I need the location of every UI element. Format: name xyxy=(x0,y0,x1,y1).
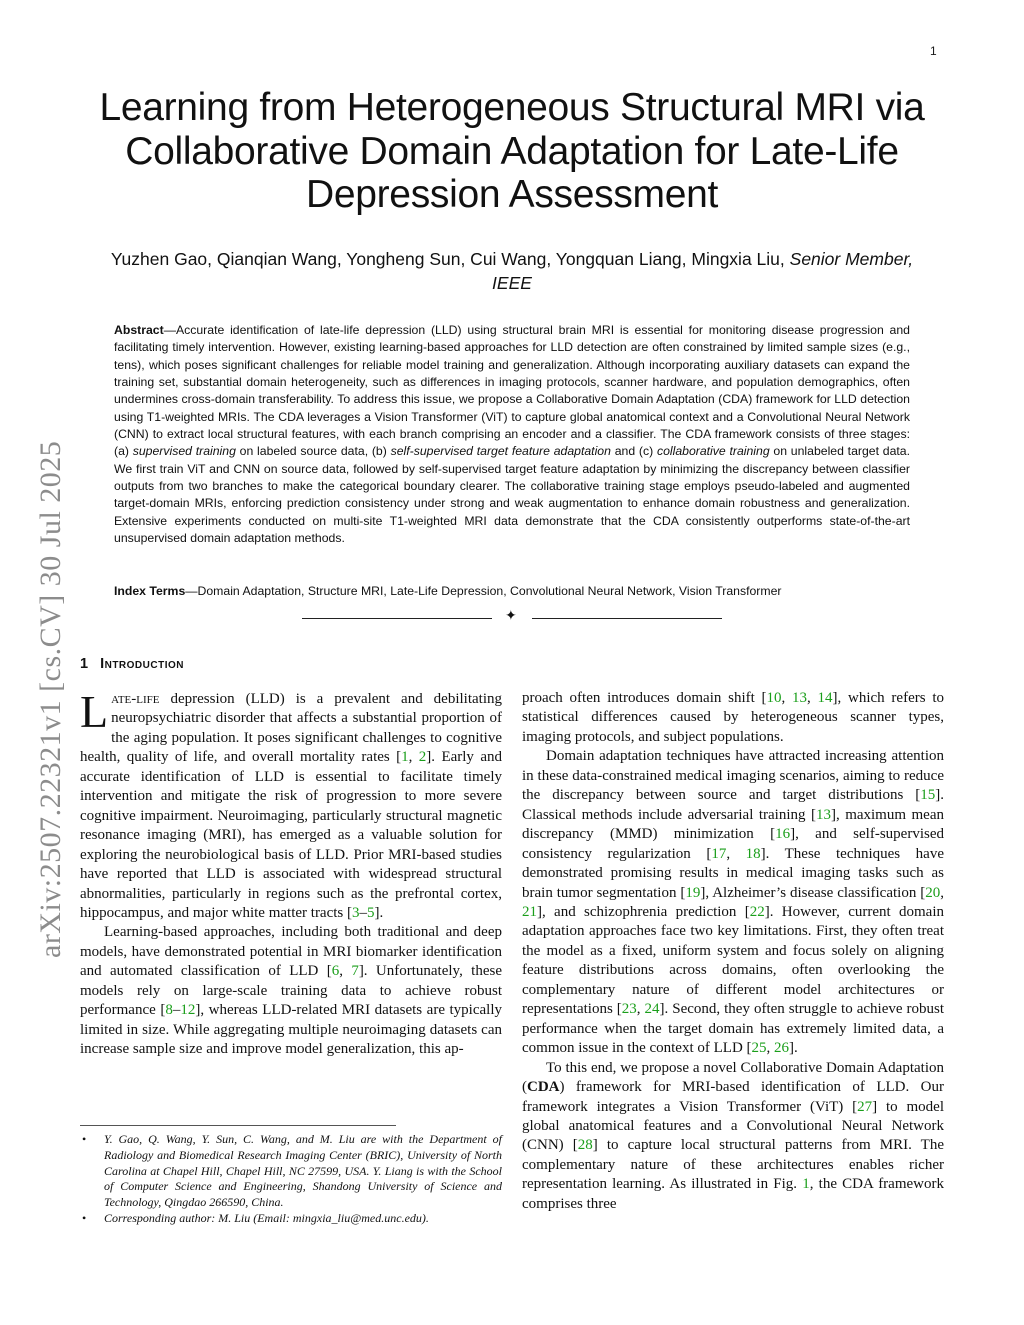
left-column xyxy=(80,686,503,1060)
citation-link[interactable]: 21 xyxy=(522,903,537,920)
citation-link[interactable]: 28 xyxy=(577,1137,593,1154)
paragraph-text: , the CDA framework comprises three xyxy=(522,1176,944,1212)
footnote-affiliation xyxy=(80,1132,502,1211)
paragraph-text: proach often introduces domain shift [ xyxy=(522,690,767,706)
smallcaps-lead: ate-life xyxy=(111,691,160,707)
paragraph-text: ) framework for MRI-based identification of LLD. Our framework integrates a Vision Transformer (ViT) [ xyxy=(522,1079,944,1115)
paragraph-text: ], which refers to statistical differences caused by heterogeneous scanner types, imaging protocols, and subject populations. xyxy=(522,690,944,745)
abstract-stage-c: collaborative training xyxy=(656,444,770,459)
paragraph-text: ], whereas LLD-related MRI datasets are typically limited in size. While aggregating multiple neuroimaging datasets can increase sample size and improve model generalization, this ap- xyxy=(80,1002,502,1058)
bullet-icon: • xyxy=(82,1132,87,1146)
citation-link[interactable]: 5 xyxy=(367,904,375,921)
citation-link[interactable]: 24 xyxy=(644,1001,660,1018)
separator-rule-left xyxy=(302,618,492,619)
section-heading xyxy=(80,656,184,672)
footnotes xyxy=(80,1132,502,1227)
page-number: 1 xyxy=(930,44,937,58)
paragraph-text: ], and schizophrenia prediction [ xyxy=(537,903,750,920)
footnote-corresponding-author xyxy=(80,1211,502,1227)
footnote-rule xyxy=(80,1125,396,1126)
citation-link[interactable]: 13 xyxy=(815,806,831,823)
paragraph-text: ]. Second, they often struggle to achieve robust performance when the target domain has extremely limited data, a common issue in the context of LLD [ xyxy=(522,1001,944,1057)
abstract-stage-b: self-supervised target feature adaptation xyxy=(390,444,611,459)
title-line-2: Collaborative Domain Adaptation for Late-Life xyxy=(125,129,899,173)
intro-paragraph-2: Learning-based approaches, including both traditional and deep models, have demonstrated potential in MRI biomarker identification and automated classification of LLD [6, 7]. Unfortunately, these models rely on large-scale training data to achieve robust performance [8–12], whereas LLD-related MRI datasets are typically limited in size. While aggregating multiple neuroimaging datasets can increase sample size and improve model generalization, this ap- xyxy=(80,924,503,1058)
author-names: Yuzhen Gao, Qianqian Wang, Yongheng Sun, Cui Wang, Yongquan Liang, Mingxia Liu, xyxy=(110,249,785,269)
separator-diamond-icon: ✦ xyxy=(505,609,517,624)
intro-paragraph-5 xyxy=(522,1059,944,1215)
citation-link[interactable]: 27 xyxy=(857,1098,873,1115)
paragraph-text: ]. xyxy=(374,904,384,921)
paragraph-text: ]. Unfortunately, these models rely on large-scale training data to achieve robust performance [ xyxy=(80,963,503,1019)
abstract-text-2: on labeled source data, (b) xyxy=(235,444,391,459)
arxiv-identifier-text: arXiv:2507.22321v1 [cs.CV] 30 Jul 2025 xyxy=(34,440,67,958)
footnote-text: Y. Gao, Q. Wang, Y. Sun, C. Wang, and M. Liu are with the Department of Radiology and Biomedical Research Imaging Center (BRIC), University of North Carolina at Chapel Hill, Chapel Hill, NC 27599, USA. Y. Liang is with the School of Computer Science and Engineering, Shandong University of Science and Technology, Qingdao 266590, China. xyxy=(104,1132,502,1210)
paragraph-text: ]. These techniques have demonstrated promising results in medical imaging tasks such as brain tumor segmentation [ xyxy=(522,845,944,901)
separator-rule-right xyxy=(532,618,722,619)
abstract xyxy=(114,322,910,547)
cda-acronym: CDA xyxy=(527,1079,560,1096)
paragraph-text: Domain adaptation techniques have attracted increasing attention in these data-constrained medical imaging scenarios, aiming to reduce the discrepancy between source and target distributions [ xyxy=(522,748,944,804)
intro-paragraph-4: Domain adaptation techniques have attracted increasing attention in these data-constrained medical imaging scenarios, aiming to reduce the discrepancy between source and target distributions [15]. Classical methods include adversarial training [13], maximum mean discrepancy (MMD) minimization [16], and self-supervised consistency regularization [17, 18]. These techniques have demonstrated promising results in medical imaging tasks such as brain tumor segmentation [19], Alzheimer’s disease classification [20, 21], and schizophrenia prediction [22]. However, current domain adaptation approaches face two key limitations. First, they often treat the model as a fixed, uniform system and focus solely on aligning feature distributions across domains, often overlooking the complementary nature of different model architectures or representations [23, 24]. Second, they often struggle to achieve robust performance when the target domain has extremely limited data, a common issue in the context of LLD [25, 26]. xyxy=(522,748,944,1057)
citation-link[interactable]: 18 xyxy=(745,845,761,862)
section-title: Introduction xyxy=(100,656,184,672)
title-line-1: Learning from Heterogeneous Structural MRI via xyxy=(99,86,925,129)
citation-link[interactable]: 26 xyxy=(774,1040,790,1057)
paragraph-text: ], maximum mean discrepancy (MMD) minimization [ xyxy=(522,806,944,843)
abstract-text-1: —Accurate identification of late-life depression (LLD) using structural brain MRI is essential for monitoring disease progression and facilitating timely intervention. However, existing learning-based approaches for LLD detection are often constrained by limited sample sizes (e.g., tens), which poses significant challenges for reliable model training and generalization. Although incorporating auxiliary datasets can expand the training set, substantial domain heterogeneity, such as differences in imaging protocols, scanner hardware, and population demographics, often undermines cross-domain transferability. To address this issue, we propose a Collaborative Domain Adaptation (CDA) framework for LLD detection using T1-weighted MRIs. The CDA leverages a Vision Transformer (ViT) to capture global anatomical context and a Convolutional Neural Network (CNN) to extract local structural features, with each branch comprising an encoder and a classifier. The CDA framework consists of three stages: (a) xyxy=(114,323,910,459)
citation-link[interactable]: 8 xyxy=(165,1002,173,1019)
intro-paragraph-1: Late-life depression (LLD) is a prevalent and debilitating neuropsychiatric disorder that affects a substantial proportion of the aging population. It poses significant challenges to cognitive health, quality of life, and overall mortality rates [1, 2]. Early and accurate identification of LLD is essential to facilitate timely intervention and mitigate the risk of progression to more severe cognitive impairment. Neuroimaging, particularly structural magnetic resonance imaging (MRI), has emerged as a valuable solution for exploring the neurobiological basis of LLD. Prior MRI-based studies have reported that LLD is associated with widespread structural abnormalities, particularly in regions such as the prefrontal cortex, hippocampus, and major white matter tracts [3–5]. xyxy=(80,686,502,921)
paragraph-text: ] to model global anatomical features and a Convolutional Neural Network (CNN) [ xyxy=(522,1098,945,1154)
citation-link[interactable]: 23 xyxy=(621,1001,637,1018)
index-terms-text: —Domain Adaptation, Structure MRI, Late-Life Depression, Convolutional Neural Network, Vision Transformer xyxy=(185,584,782,598)
citation-link[interactable]: 13 xyxy=(792,690,808,706)
citation-link[interactable]: 10 xyxy=(766,690,782,706)
author-list xyxy=(110,248,914,295)
citation-link[interactable]: 7 xyxy=(351,963,359,980)
author-membership: Senior Member, IEEE xyxy=(492,249,914,293)
citation-link[interactable]: 12 xyxy=(180,1002,196,1019)
citation-link[interactable]: 2 xyxy=(418,749,427,766)
paper-title xyxy=(60,86,964,217)
paragraph-text: To this end, we propose a novel Collaborative Domain Adaptation ( xyxy=(522,1059,944,1096)
citation-link[interactable]: 1 xyxy=(401,749,409,766)
arxiv-identifier-stamp xyxy=(34,380,67,960)
intro-paragraph-3: proach often introduces domain shift [10, 13, 14], which refers to statistical differences caused by heterogeneous scanner types, imaging protocols, and subject populations. xyxy=(522,690,944,745)
abstract-stage-a: supervised training xyxy=(132,444,236,459)
paragraph-text: depression (LLD) is a prevalent and debilitating neuropsychiatric disorder that affects a substantial proportion of the aging population. It poses significant challenges to cognitive health, quality of life, and overall mortality rates [ xyxy=(80,691,502,766)
paragraph-text: ]. xyxy=(789,1040,798,1057)
paragraph-text: Learning-based approaches, including both traditional and deep models, have demonstrated potential in MRI biomarker identification and automated classification of LLD [ xyxy=(80,924,502,980)
abstract-text-4: on unlabeled target data. We first train ViT and CNN on source data, followed by self-supervised target feature adaptation by minimizing the discrepancy between classifier outputs from two branches to make the categorical boundary clearer. The collaborative training stage employs pseudo-labeled and augmented target-domain MRIs, enforcing prediction consistency under strong and weak augmentation to enhance domain robustness and generalization. Extensive experiments conducted on multi-site T1-weighted MRI data demonstrate that the CDA consistently outperforms state-of-the-art unsupervised domain adaptation methods. xyxy=(114,444,911,546)
paragraph-text: ]. Classical methods include adversarial training [ xyxy=(522,787,944,823)
title-line-3: Depression Assessment xyxy=(305,173,719,217)
index-terms-label: Index Terms xyxy=(114,584,186,598)
right-column xyxy=(522,689,944,1214)
paragraph-text: ]. However, current domain adaptation approaches face two key limitations. First, they often treat the model as a fixed, uniform system and focus solely on aligning feature distributions across domains, often overlooking the complementary nature of different model architectures or representations [ xyxy=(522,903,944,1018)
section-number: 1 xyxy=(80,656,89,672)
abstract-label: Abstract xyxy=(114,323,164,337)
paragraph-text: ] to capture local structural patterns from MRI. The complementary nature of these architectures enables richer representation learning. As illustrated in Fig. xyxy=(522,1137,944,1193)
citation-link[interactable]: 22 xyxy=(749,903,765,920)
footnote-text: Corresponding author: M. Liu (Email: mingxia_liu@med.unc.edu). xyxy=(104,1210,429,1225)
citation-link[interactable]: 16 xyxy=(775,826,791,843)
citation-link[interactable]: 14 xyxy=(817,690,833,706)
drop-cap: L xyxy=(80,686,109,737)
citation-link[interactable]: 6 xyxy=(331,963,340,980)
citation-link[interactable]: 17 xyxy=(711,845,727,862)
figure-link[interactable]: 1 xyxy=(802,1176,810,1193)
paragraph-text: ]. Early and accurate identification of LLD is essential to facilitate timely intervention and mitigate the risk of progression to more severe cognitive impairment. Neuroimaging, particularly structural magnetic resonance imaging (MRI), has emerged as a valuable solution for exploring the neurobiological basis of LLD. Prior MRI-based studies have reported that LLD is associated with widespread structural abnormalities, particularly in regions such as the prefrontal cortex, hippocampus, and major white matter tracts [ xyxy=(80,749,502,921)
citation-link[interactable]: 15 xyxy=(920,787,936,804)
bullet-icon: • xyxy=(82,1210,87,1225)
citation-link[interactable]: 25 xyxy=(751,1040,767,1057)
paragraph-text: ], Alzheimer’s disease classification [ xyxy=(700,884,926,901)
citation-link[interactable]: 19 xyxy=(685,884,701,901)
index-terms xyxy=(114,584,910,598)
paragraph-text: ], and self-supervised consistency regularization [ xyxy=(522,826,944,862)
citation-link[interactable]: 20 xyxy=(925,884,941,901)
citation-link[interactable]: 3 xyxy=(352,904,360,921)
abstract-text-3: and (c) xyxy=(610,444,657,459)
